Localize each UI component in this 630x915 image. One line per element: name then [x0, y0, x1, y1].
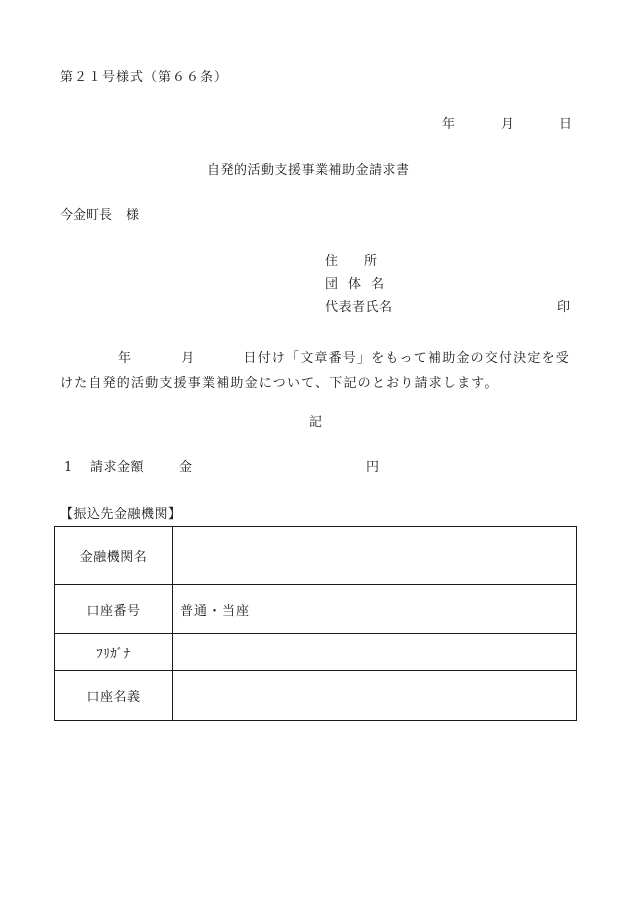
form-number: 第２１号様式（第６６条）	[60, 70, 229, 85]
table-row	[55, 634, 577, 671]
bank-name-field[interactable]	[173, 527, 577, 585]
account-holder-field[interactable]	[173, 671, 577, 721]
account-number-label: 口座番号	[55, 585, 173, 634]
memo-mark: 記	[309, 415, 323, 430]
request-item-number: 1	[64, 460, 73, 475]
date-line	[442, 117, 572, 133]
currency-suffix: 円	[366, 460, 380, 475]
furigana-field[interactable]	[173, 634, 577, 671]
request-statement	[60, 346, 572, 396]
applicant-address-label	[325, 254, 403, 270]
bank-account-table	[54, 526, 577, 721]
table-row	[55, 527, 577, 585]
statement-month: 月	[181, 351, 196, 366]
addressee-name: 今金町長	[60, 208, 113, 223]
addressee	[60, 208, 139, 224]
address-label-text: 住所	[325, 254, 404, 269]
representative-label-text: 代表者氏名	[325, 300, 393, 315]
group-label-text: 団体名	[325, 277, 395, 292]
applicant-group-label	[325, 277, 394, 293]
document-title: 自発的活動支援事業補助金請求書	[207, 163, 410, 178]
table-row	[55, 585, 577, 634]
currency-prefix: 金	[179, 460, 193, 475]
bank-section-heading: 【振込先金融機関】	[60, 507, 182, 522]
account-holder-label: 口座名義	[55, 671, 173, 721]
applicant-representative-label	[325, 300, 393, 316]
addressee-honorific: 様	[126, 208, 140, 223]
statement-year: 年	[118, 351, 133, 366]
furigana-label: ﾌﾘｶﾞﾅ	[55, 634, 173, 671]
seal-mark: 印	[557, 300, 571, 315]
table-row	[55, 671, 577, 721]
request-amount-label: 請求金額	[90, 460, 145, 475]
bank-name-label: 金融機関名	[55, 527, 173, 585]
statement-text: 日付け「文章番号」をもって補助金の交付決定を受けた自発的活動支援事業補助金について、下記のとおり請求します。	[60, 351, 571, 391]
date-month-label: 月	[501, 117, 515, 132]
date-year-label: 年	[442, 117, 456, 132]
account-number-field[interactable]: 普通・当座	[173, 585, 577, 634]
date-day-label: 日	[559, 117, 573, 132]
